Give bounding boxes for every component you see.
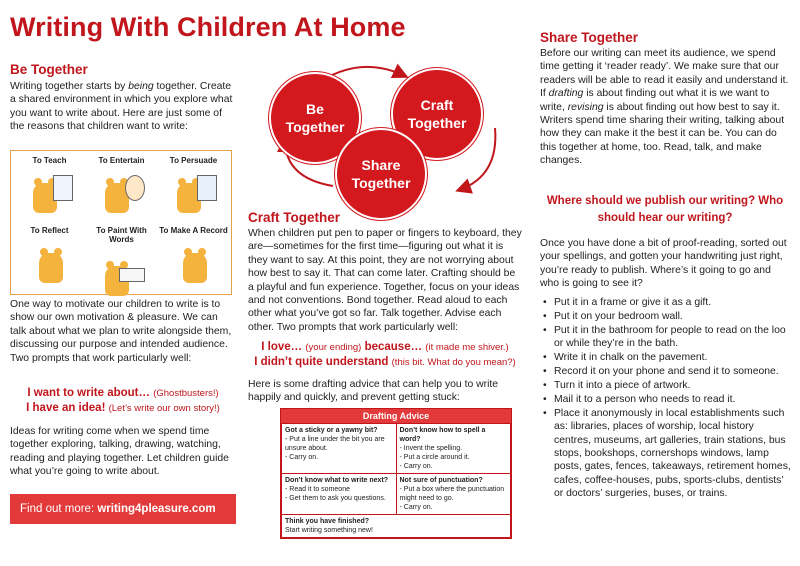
reason-label: To Persuade: [169, 156, 218, 165]
be-together-intro: [10, 80, 236, 134]
list-item: • Turn it into a piece of artwork.: [540, 379, 792, 392]
list-item: • Mail it to a person who needs to read it.: [540, 393, 792, 406]
prompt-example: (this bit. What do you mean?): [391, 357, 516, 368]
list-item: • Put it in a frame or give it as a gift.: [540, 296, 792, 309]
share-emphasis: drafting: [548, 88, 584, 100]
reason-teach: [13, 153, 86, 223]
intro-text: Writing together starts by: [10, 81, 129, 92]
advice-question: Got a sticky or a yawny bit?: [285, 427, 378, 434]
cta-prefix: Find out more:: [20, 503, 98, 515]
craft-prompts: [248, 340, 522, 370]
be-together-heading: Be Together: [10, 62, 88, 77]
share-text: is about finding out what it is we want to write,: [540, 88, 770, 113]
prompt-didnt-understand: [248, 355, 522, 370]
circle-label: Craft Together: [407, 97, 467, 131]
reason-label: To Entertain: [98, 156, 145, 165]
find-out-more-banner[interactable]: [10, 494, 236, 524]
advice-cell: [282, 474, 397, 515]
reason-paint: [85, 223, 158, 293]
prompt-example: (Let’s write our own story!): [108, 403, 220, 414]
share-text: Before our writing can meet its audience, we spend time getting it ‘reader ready’. We make sure that our readers will be able to read it easily and understand it. If: [540, 48, 789, 100]
reason-label: To Reflect: [30, 226, 69, 235]
list-item: • Place it anonymously in local establishments such as: libraries, places of worship, local history centres, museums, art galleries, train stations, bus stops, bookshops, cornershops windows, lamp posts, gates, fences, takeaways, retirement homes, cafes, coffee-houses, pubs, sports-clubs, dentists’ or doctors’ surgeries, buses, or trains.: [540, 407, 792, 501]
drafting-advice-title: Drafting Advice: [281, 409, 511, 423]
advice-answer: - Read it to someone - Get them to ask you questions.: [285, 486, 386, 502]
publish-question: Where should we publish our writing? Who should hear our writing?: [546, 195, 784, 224]
prompt-example: (Ghostbusters!): [153, 388, 219, 399]
reason-label: To Make A Record: [159, 226, 228, 235]
reason-persuade: [157, 153, 230, 223]
share-together-heading: Share Together: [540, 30, 639, 45]
advice-question: Don’t know what to write next?: [285, 477, 389, 484]
page-title: Writing With Children At Home: [10, 12, 406, 42]
circle-label: Be Together: [285, 101, 345, 135]
craft-together-heading: Craft Together: [248, 210, 341, 225]
ideas-text: Ideas for writing come when we spend time together exploring, talking, drawing, watching, reading and playing together. Let children guide what you’re going to write about.: [10, 426, 229, 478]
intro-text-cont: together. Create a shared environment in which you explore what you want to write about. Here are just some of the reasons that children want to write:: [10, 81, 233, 133]
share-emphasis: revising: [567, 101, 604, 113]
list-item: • Record it on your phone and send it to someone.: [540, 365, 792, 378]
reason-record: [157, 223, 230, 293]
list-item: • Put it in the bathroom for people to read on the loo or while they’re in the bath.: [540, 324, 792, 351]
advice-answer: - Put a line under the bit you are unsure about. - Carry on.: [285, 436, 385, 461]
cycle-diagram: [263, 58, 513, 208]
drafting-advice-box: [280, 408, 512, 539]
prompt-have-idea: [10, 401, 236, 416]
be-together-prompts: [10, 386, 236, 416]
prompt-example: (your ending): [305, 342, 362, 353]
reason-label: To Teach: [32, 156, 67, 165]
prompt-want-to-write: [10, 386, 236, 401]
advice-cell: [282, 424, 397, 474]
advice-answer: Start writing something new!: [285, 527, 373, 534]
advice-intro: Here is some drafting advice that can help you to write happily and quickly, and prevent getting stuck:: [248, 379, 499, 404]
intro-emphasis: being: [128, 81, 154, 92]
prompt-text: because…: [364, 341, 423, 353]
prompt-text: I love…: [261, 341, 303, 353]
publish-ideas-list: [540, 296, 792, 501]
motivate-text: One way to motivate our children to write is to show our own motivation & pleasure. We can talk about what we plan to write alongside them, discussing our purpose and intended audience. Two prompts that work particularly well:: [10, 299, 232, 364]
prompt-text: I want to write about…: [27, 387, 150, 399]
circle-share-together: [335, 128, 427, 220]
reasons-illustration: [10, 150, 232, 295]
advice-cell: [396, 474, 511, 515]
advice-question: Don’t know how to spell a word?: [399, 427, 486, 443]
prompt-i-love: [248, 340, 522, 355]
advice-question: Not sure of punctuation?: [399, 477, 483, 484]
reason-reflect: [13, 223, 86, 293]
advice-cell: [282, 515, 511, 538]
website-link[interactable]: writing4pleasure.com: [97, 503, 216, 515]
list-item: • Write it in chalk on the pavement.: [540, 351, 792, 364]
advice-answer: - Invent the spelling. - Put a circle around it. - Carry on.: [399, 445, 470, 470]
prompt-example: (it made me shiver.): [425, 342, 509, 353]
reason-label: To Paint With Words: [96, 226, 147, 244]
advice-answer: - Put a box where the punctuation might need to go. - Carry on.: [399, 486, 505, 511]
list-item: • Put it on your bedroom wall.: [540, 310, 792, 323]
prompt-text: I didn’t quite understand: [254, 356, 389, 368]
share-together-text: [540, 47, 792, 168]
prompt-text: I have an idea!: [26, 402, 106, 414]
advice-question: Think you have finished?: [285, 518, 370, 525]
publish-intro: Once you have done a bit of proof-reading, sorted out your spellings, and gotten your handwriting just right, you’re ready to publish. Where’s it going to go and who is going to see it?: [540, 238, 787, 290]
drafting-advice-table: [281, 423, 511, 538]
share-text: is about finding out how best to say it. Writers spend time sharing their writing, talking about how they can make it the best it can be. You can do this together at home, too. Read, talk, and make changes.: [540, 101, 785, 167]
advice-cell: [396, 424, 511, 474]
circle-label: Share Together: [351, 157, 411, 191]
reason-entertain: [85, 153, 158, 223]
craft-together-text: When children put pen to paper or fingers to keyboard, they are—sometimes for the first time—figuring out what it is they want to say. At this point, they are not worrying about how best to say it. That can come later. Crafting should be a playful and fun experience. Together, focus on your ideas and not conventions. Bond together. Read aloud to each other what you’ve got so far. Talk together. Advise each other. Two prompts that work particularly well:: [248, 228, 522, 333]
